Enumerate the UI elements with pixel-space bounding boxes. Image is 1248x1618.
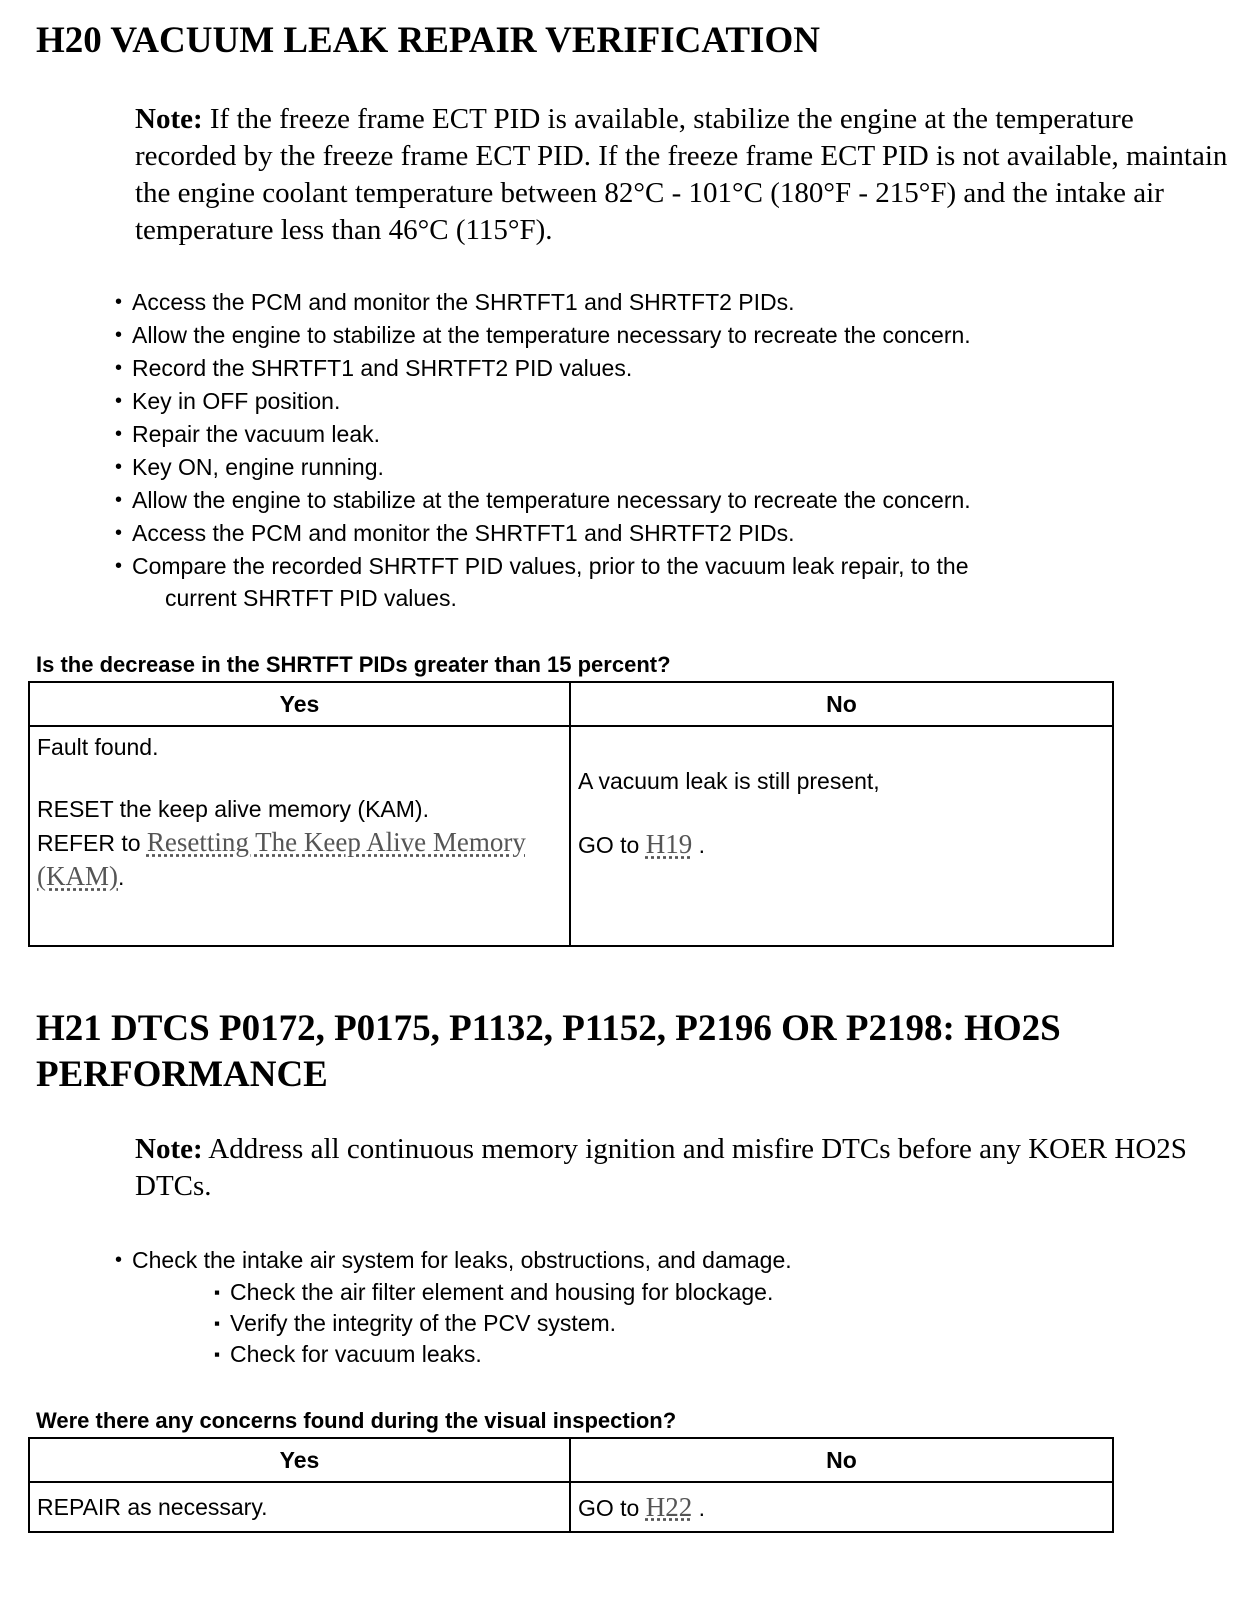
h20-step: • Record the SHRTFT1 and SHRTFT2 PID values.	[115, 352, 971, 385]
yes-refer: REFER to Resetting The Keep Alive Memory (KAM).	[37, 827, 526, 891]
h21-answer-table	[28, 1437, 1114, 1533]
bullet-icon: •	[115, 522, 123, 544]
h21-steps	[115, 1244, 792, 1370]
table-row	[29, 726, 1113, 946]
h20-step: • Compare the recorded SHRTFT PID values, prior to the vacuum leak repair, to the current SHRTFT PID values.	[115, 550, 971, 613]
h21-note-text: Address all continuous memory ignition and misfire DTCs before any KOER HO2S DTCs.	[135, 1133, 1187, 1202]
no-header: No	[570, 1438, 1113, 1482]
bullet-icon: •	[115, 489, 123, 511]
h20-step: • Key ON, engine running.	[115, 451, 971, 484]
h22-link[interactable]: H22	[645, 1491, 693, 1522]
h20-step: • Access the PCM and monitor the SHRTFT1 and SHRTFT2 PIDs.	[115, 517, 971, 550]
bullet-icon: •	[115, 357, 123, 379]
h20-steps	[115, 286, 971, 613]
bullet-icon: •	[115, 555, 123, 577]
h20-step: • Access the PCM and monitor the SHRTFT1 and SHRTFT2 PIDs.	[115, 286, 971, 319]
yes-fault-found: Fault found.	[37, 734, 159, 760]
h21-substep: ▪ Check the air filter element and housing for blockage.	[115, 1277, 792, 1308]
square-bullet-icon: ▪	[214, 1345, 221, 1364]
yes-cell	[29, 726, 570, 946]
h20-note	[135, 101, 1235, 249]
bullet-icon: •	[115, 390, 123, 412]
h20-step: • Repair the vacuum leak.	[115, 418, 971, 451]
h21-substep: ▪ Check for vacuum leaks.	[115, 1339, 792, 1370]
h20-note-text: If the freeze frame ECT PID is available, stabilize the engine at the temperature recorded by the freeze frame ECT PID. If the freeze frame ECT PID is not available, maintain the engine coolant temperature between 82°C - 101°C (180°F - 215°F) and the intake air temperature less than 46°C (115°F).	[135, 103, 1228, 246]
h21-title-line2: PERFORMANCE	[36, 1054, 328, 1095]
h21-note-label: Note:	[135, 1133, 203, 1165]
table-header-row	[29, 682, 1113, 726]
no-cell: GO to H22 .	[570, 1482, 1113, 1532]
no-go-to: GO to H19 .	[578, 829, 706, 859]
h21-question: Were there any concerns found during the visual inspection?	[36, 1408, 677, 1433]
h21-title-line1: H21 DTCS P0172, P0175, P1132, P1152, P2196 OR P2198: HO2S	[36, 1008, 1061, 1049]
h20-step: • Allow the engine to stabilize at the temperature necessary to recreate the concern.	[115, 319, 971, 352]
h20-note-label: Note:	[135, 103, 203, 135]
h20-step: • Allow the engine to stabilize at the temperature necessary to recreate the concern.	[115, 484, 971, 517]
kam-reset-link[interactable]: Resetting The Keep Alive Memory (KAM)	[37, 827, 526, 891]
table-row	[29, 1482, 1113, 1532]
bullet-icon: •	[115, 456, 123, 478]
h21-title	[36, 1006, 1061, 1098]
h20-answer-table	[28, 681, 1114, 947]
bullet-icon: •	[115, 291, 123, 313]
h21-note	[135, 1131, 1235, 1205]
yes-header: Yes	[29, 1438, 570, 1482]
square-bullet-icon: ▪	[214, 1283, 221, 1302]
h20-step: • Key in OFF position.	[115, 385, 971, 418]
h21-substep: ▪ Verify the integrity of the PCV system.	[115, 1308, 792, 1339]
no-still-present: A vacuum leak is still present,	[578, 768, 880, 794]
bullet-icon: •	[115, 324, 123, 346]
square-bullet-icon: ▪	[214, 1314, 221, 1333]
h21-step: • Check the intake air system for leaks, obstructions, and damage.	[115, 1244, 792, 1277]
no-header: No	[570, 682, 1113, 726]
bullet-icon: •	[115, 1249, 123, 1271]
h20-question: Is the decrease in the SHRTFT PIDs greater than 15 percent?	[36, 652, 671, 677]
bullet-icon: •	[115, 423, 123, 445]
yes-reset: RESET the keep alive memory (KAM).	[37, 796, 429, 822]
yes-cell: REPAIR as necessary.	[29, 1482, 570, 1532]
yes-header: Yes	[29, 682, 570, 726]
table-header-row	[29, 1438, 1113, 1482]
h20-step-continuation: current SHRTFT PID values.	[165, 585, 457, 611]
h19-link[interactable]: H19	[645, 829, 693, 859]
no-cell	[570, 726, 1113, 946]
h20-title: H20 VACUUM LEAK REPAIR VERIFICATION	[36, 20, 820, 61]
